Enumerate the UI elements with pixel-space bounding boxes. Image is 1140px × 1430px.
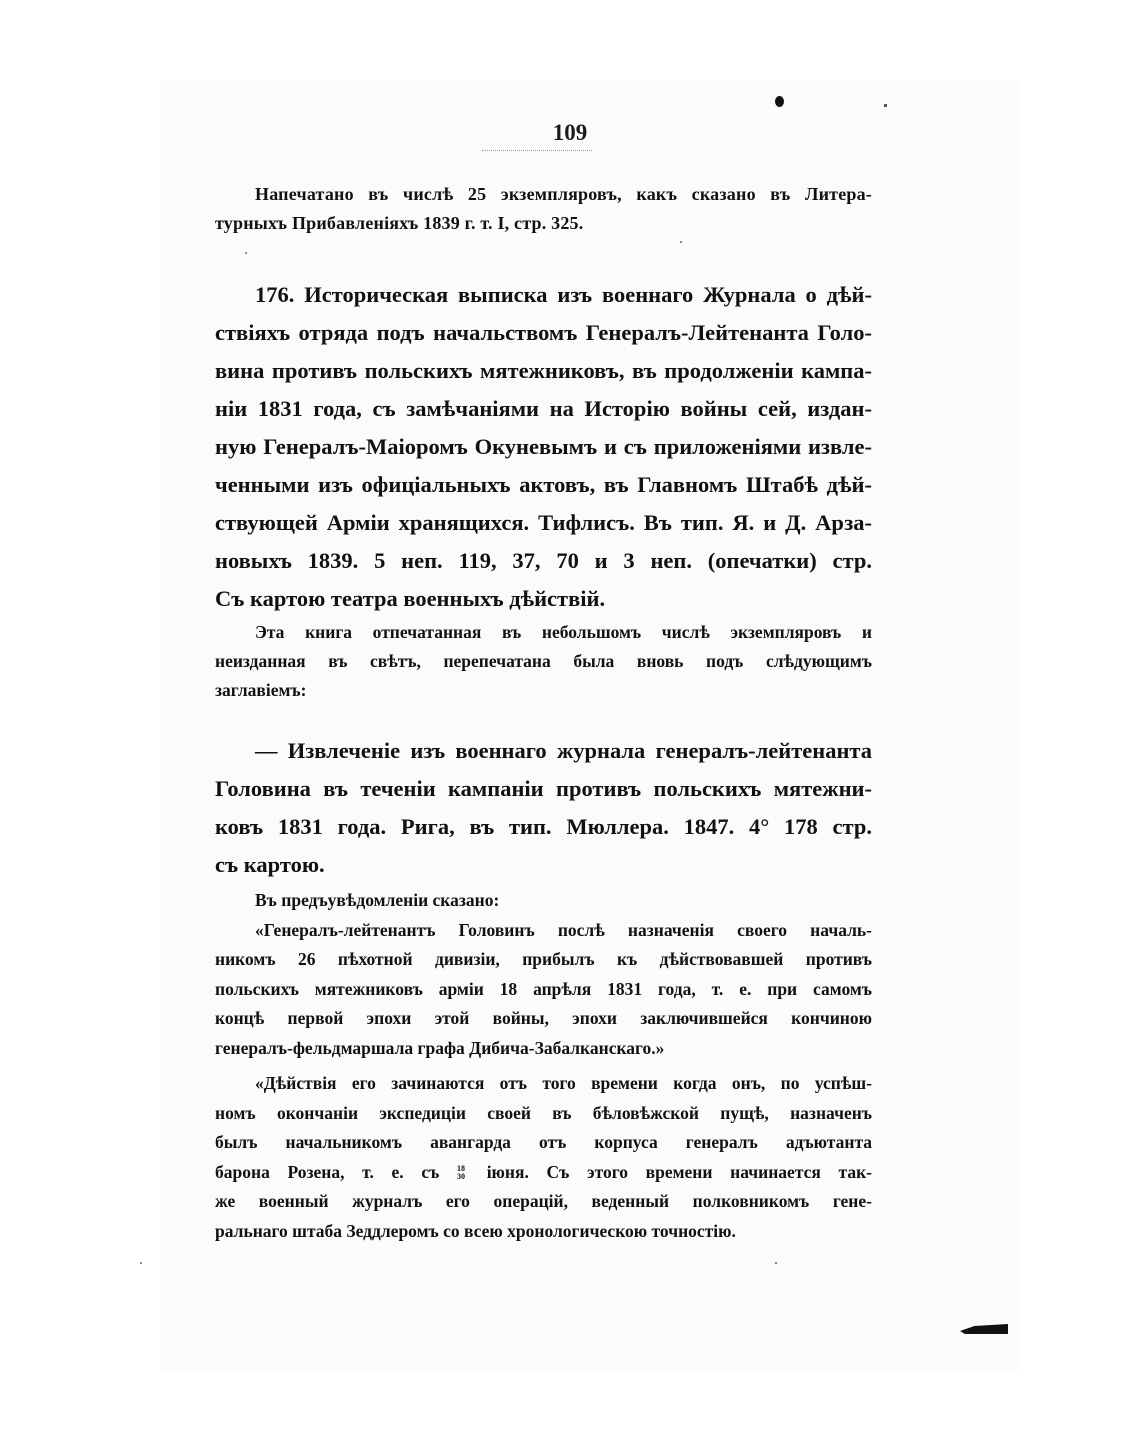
text-line: ральнаго штаба Зеддлеромъ со всею хронологическою точностію.: [215, 1220, 736, 1241]
scan-ink-blot: [775, 96, 784, 107]
text-line: заглавіемъ:: [215, 680, 307, 700]
text-line: новыхъ 1839. 5 неп. 119, 37, 70 и 3 неп. (опечатки) стр.: [215, 548, 872, 573]
text-line: концѣ первой эпохи этой войны, эпохи заключившейся кончиною: [215, 1008, 872, 1028]
text-line: Напечатано въ числѣ 25 экземпляровъ, какъ сказано въ Литера-: [255, 184, 872, 204]
text-line: Эта книга отпечатанная въ небольшомъ числѣ экземпляровъ и: [255, 622, 872, 642]
text-line: польскихъ мятежниковъ арміи 18 апрѣля 1831 года, т. е. при самомъ: [215, 978, 872, 999]
text-line: Съ картою театра военныхъ дѣйствій.: [215, 586, 606, 611]
text-line: неизданная въ свѣтъ, перепечатана была вновь подъ слѣдующимъ: [215, 651, 872, 671]
old-new-style-date-fraction: [457, 1165, 469, 1181]
scan-speck: [680, 241, 682, 243]
text-line: съ картою.: [215, 852, 325, 877]
quote-intro: Въ предъувѣдомленіи сказано:: [255, 890, 500, 910]
scan-speck: [140, 1262, 142, 1264]
fraction-numerator: 18: [457, 1164, 465, 1174]
text-line: ніи 1831 года, съ замѣчаніями на Исторію войны сей, издан-: [215, 396, 872, 421]
page-number: 109: [552, 120, 588, 145]
page-number-underline: [482, 150, 592, 151]
preface-quote: [215, 886, 872, 1246]
printing-note: [215, 180, 872, 238]
text-line: ствующей Арміи хранящихся. Тифлисъ. Въ тип. Я. и Д. Арза-: [215, 510, 872, 535]
reprint-entry: [215, 732, 872, 884]
text-line: генералъ-фельдмаршала графа Дибича-Забалканскаго.»: [215, 1037, 665, 1058]
text-line: Головина въ теченіи кампаніи противъ польскихъ мятежни-: [215, 776, 872, 801]
text-fragment: барона Розена, т. е. съ: [215, 1161, 440, 1182]
bibliography-entry-176: [215, 276, 872, 618]
text-fragment: іюня. Съ этого времени начинается так-: [486, 1161, 873, 1182]
scan-speck: [775, 1262, 777, 1264]
text-line: никомъ 26 пѣхотной дивизіи, прибылъ къ дѣйствовавшей противъ: [215, 949, 872, 969]
text-line: турныхъ Прибавленіяхъ 1839 г. т. I, стр. 325.: [215, 213, 584, 233]
text-line: номъ окончаніи экспедиціи своей въ бѣловѣжской пущѣ, назначенъ: [215, 1102, 872, 1123]
reprint-note: [215, 618, 872, 705]
fraction-denominator: 30: [457, 1172, 465, 1182]
scan-speck: [245, 252, 247, 254]
text-line: же военный журналъ его операцій, веденный полковникомъ гене-: [215, 1191, 872, 1211]
text-line: ную Генералъ-Маіоромъ Окуневымъ и съ приложеніями извле-: [215, 434, 872, 459]
text-line: ченными изъ офиціальныхъ актовъ, въ Главномъ Штабѣ дѣй-: [215, 472, 872, 497]
text-line-with-date-fraction: [215, 1158, 872, 1188]
text-line: былъ начальникомъ авангарда отъ корпуса генералъ адъютанта: [215, 1132, 872, 1152]
text-line: «Дѣйствія его зачинаются отъ того времени когда онъ, по успѣш-: [255, 1073, 872, 1093]
text-line: ствіяхъ отряда подъ начальствомъ Генералъ-Лейтенанта Голо-: [215, 320, 872, 345]
text-line: «Генералъ-лейтенантъ Головинъ послѣ назначенія своего началь-: [255, 919, 872, 940]
text-line: ковъ 1831 года. Рига, въ тип. Мюллера. 1847. 4° 178 стр.: [215, 814, 872, 839]
text-line: 176. Историческая выписка изъ военнаго Журнала о дѣй-: [255, 282, 872, 307]
text-line: вина противъ польскихъ мятежниковъ, въ продолженіи кампа-: [215, 358, 872, 383]
scan-speck: [884, 104, 887, 107]
text-line: — Извлеченіе изъ военнаго журнала генералъ-лейтенанта: [255, 738, 872, 763]
